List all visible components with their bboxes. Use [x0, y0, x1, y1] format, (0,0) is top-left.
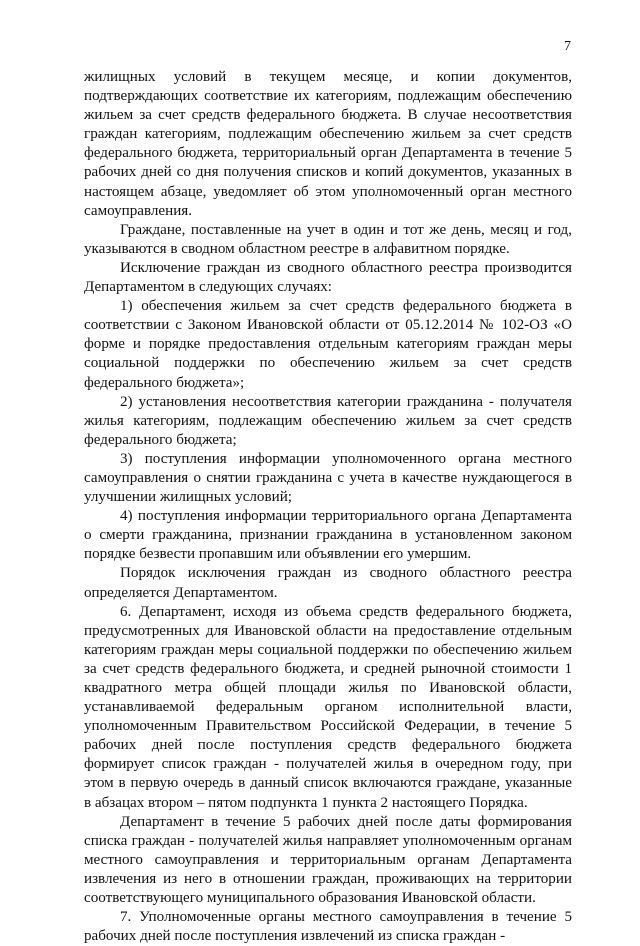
- paragraph-exclusion-case-2: 2) установления несоответствия категории гражданина - получателя жилья категориям, подлежащим обеспечению жильем за счет средств федерального бюджета;: [84, 393, 572, 448]
- paragraph-registry-order: Граждане, поставленные на учет в один и тот же день, месяц и год, указываются в сводном областном реестре в алфавитном порядке.: [84, 221, 572, 257]
- paragraph-item-6: 6. Департамент, исходя из объема средств федерального бюджета, предусмотренных для Ивановской области на предоставление отдельным категориям граждан меры социальной поддержки по обеспечению жильем за счет средств федерального бюджета, и средней рыночной стоимости 1 квадратного метра общей площади жилья по Ивановской области, устанавливаемой федеральным органом исполнительной власти, уполномоченным Правительством Российской Федерации, в течение 5 рабочих дней после поступления средств федерального бюджета формирует список граждан - получателей жилья в очередном году, при этом в первую очередь в данный список включаются граждане, указанные в абзацах втором – пятом подпункта 1 пункта 2 настоящего Порядка.: [84, 603, 572, 811]
- paragraph-continuation: жилищных условий в текущем месяце, и копии документов, подтверждающих соответствие их категориям, подлежащим обеспечению жильем за счет средств федерального бюджета. В случае несоответствия граждан категориям, подлежащим обеспечению жильем за счет средств федерального бюджета, территориальный орган Департамента в течение 5 рабочих дней со дня получения списков и копий документов, указанных в настоящем абзаце, уведомляет об этом уполномоченный орган местного самоуправления.: [84, 69, 572, 219]
- paragraph-item-7: 7. Уполномоченные органы местного самоуправления в течение 5 рабочих дней после поступления извлечений из списка граждан -: [84, 909, 572, 945]
- document-body: [84, 68, 572, 946]
- paragraph-exclusion-case-3: 3) поступления информации уполномоченного органа местного самоуправления о снятии гражданина с учета в качестве нуждающегося в улучшении жилищных условий;: [84, 450, 572, 506]
- page-number: 7: [564, 39, 571, 54]
- paragraph-exclusion-case-4: 4) поступления информации территориального органа Департамента о смерти гражданина, признании гражданина в установленном законом порядке безвести пропавшим или объявлении его умершим.: [84, 508, 572, 563]
- paragraph-exclusion-case-1: 1) обеспечения жильем за счет средств федерального бюджета в соответствии с Законом Ивановской области от 05.12.2014 № 102-ОЗ «О форме и порядке предоставления отдельным категориям граждан меры социальной поддержки по обеспечению жильем за счет средств федерального бюджета»;: [84, 298, 572, 391]
- paragraph-exclusion-procedure: Порядок исключения граждан из сводного областного реестра определяется Департаментом.: [84, 565, 572, 601]
- paragraph-exclusion-intro: Исключение граждан из сводного областного реестра производится Департаментом в следующих случаях:: [84, 259, 572, 296]
- paragraph-item-6-notification: Департамент в течение 5 рабочих дней после даты формирования списка граждан - получателей жилья направляет уполномоченным органам местного самоуправления и территориальным органам Департамента извлечения из него в отношении граждан, проживающих на территории соответствующего муниципального образования Ивановской области.: [84, 813, 572, 907]
